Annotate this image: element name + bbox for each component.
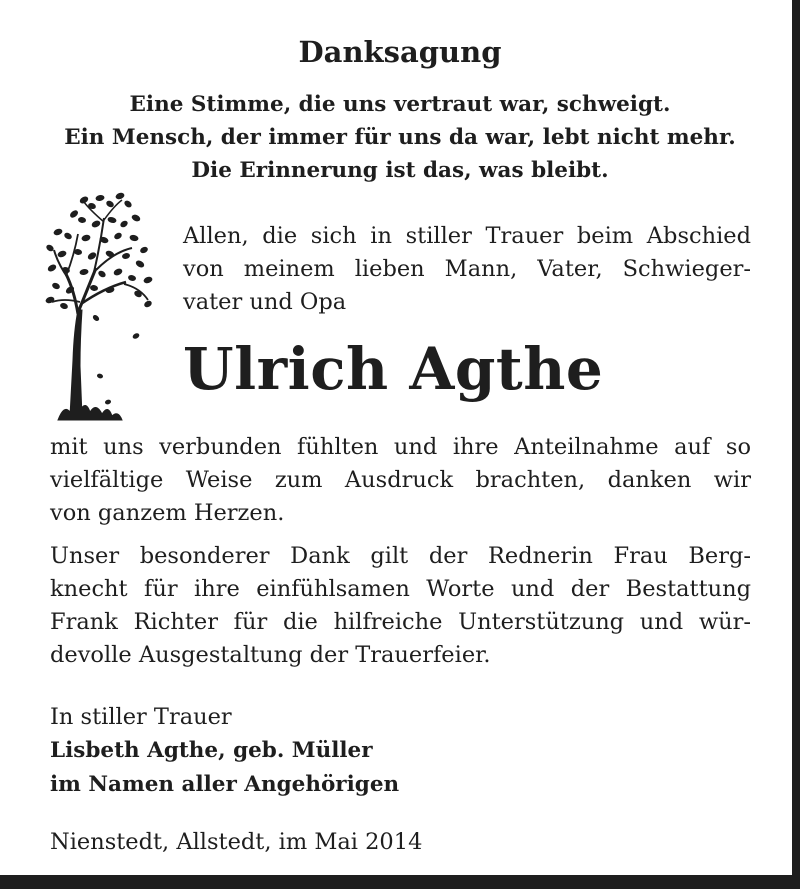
paragraph-line: Unser besonderer Dank gilt der Rednerin Frau Berg- — [50, 543, 751, 569]
tree-icon — [44, 190, 156, 422]
deceased-name: Ulrich Agthe — [183, 335, 604, 403]
signature-block — [50, 700, 399, 802]
paragraph-line: mit uns verbunden fühlten und ihre Anteilnahme auf so — [50, 434, 751, 460]
signature-behalf: im Namen aller Angehörigen — [50, 772, 400, 797]
paragraph-line: Frank Richter für die hilfreiche Unterstützung und wür- — [50, 609, 751, 635]
intro-text — [183, 220, 751, 319]
notice-heading: Danksagung — [298, 35, 502, 69]
signature-name: Lisbeth Agthe, geb. Müller — [50, 738, 373, 763]
place-date: Nienstedt, Allstedt, im Mai 2014 — [50, 829, 423, 855]
motto-line: Ein Mensch, der immer für uns da war, lebt nicht mehr. — [64, 125, 736, 150]
intro-line: von meinem lieben Mann, Vater, Schwieger- — [183, 256, 751, 282]
paragraph-line: devolle Ausgestaltung der Trauerfeier. — [50, 642, 491, 668]
special-thanks-paragraph — [50, 540, 751, 672]
intro-line: Allen, die sich in stiller Trauer beim Abschied — [183, 223, 751, 249]
intro-line: vater und Opa — [183, 289, 347, 315]
paragraph-line: vielfältige Weise zum Ausdruck brachten, danken wir — [50, 467, 751, 493]
motto-line: Die Erinnerung ist das, was bleibt. — [191, 158, 609, 183]
motto-line: Eine Stimme, die uns vertraut war, schweigt. — [129, 92, 671, 117]
thanks-paragraph — [50, 431, 751, 530]
paragraph-line: von ganzem Herzen. — [50, 500, 285, 526]
motto — [0, 88, 800, 187]
signature-intro: In stiller Trauer — [50, 704, 232, 730]
paragraph-line: knecht für ihre einfühlsamen Worte und der Bestattung — [50, 576, 751, 602]
